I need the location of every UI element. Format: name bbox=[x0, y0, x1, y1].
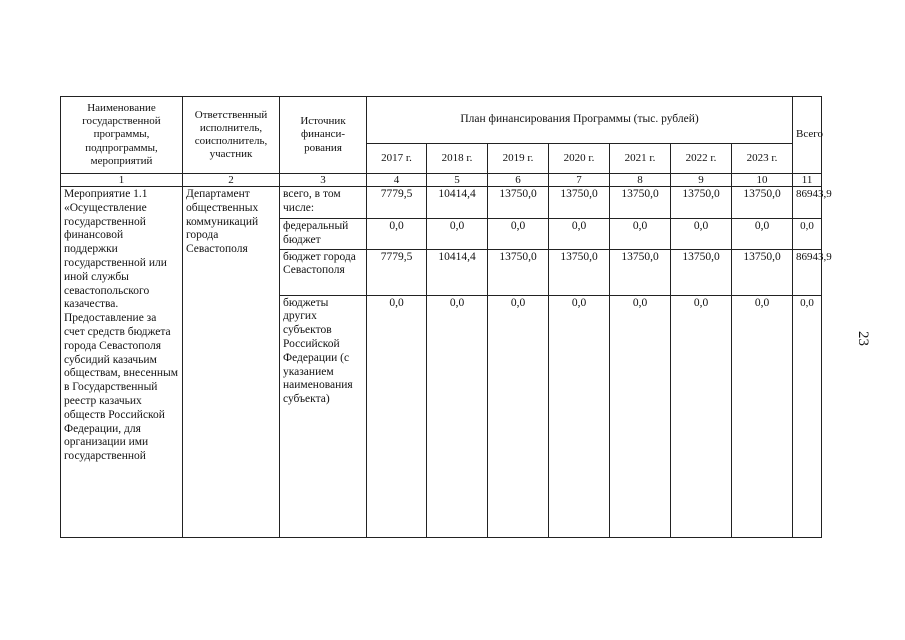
table-row bbox=[61, 187, 822, 219]
column-number: 4 bbox=[367, 174, 427, 187]
header-year: 2023 г. bbox=[732, 144, 793, 174]
source-cell: бюджеты других субъектов Российской Федерации (с указанием наименования субъекта) bbox=[280, 295, 367, 537]
value-cell: 0,0 bbox=[549, 295, 610, 537]
column-number: 2 bbox=[183, 174, 280, 187]
value-cell: 0,0 bbox=[488, 219, 549, 250]
source-cell: всего, в том числе: bbox=[280, 187, 367, 219]
executor-cell: Департамент общественных коммуникаций города Севастополя bbox=[183, 187, 280, 538]
column-number: 5 bbox=[427, 174, 488, 187]
column-number-row bbox=[61, 174, 822, 187]
column-number: 8 bbox=[610, 174, 671, 187]
header-funding-source: Источник финанси-рования bbox=[280, 97, 367, 174]
header-year: 2017 г. bbox=[367, 144, 427, 174]
column-number: 7 bbox=[549, 174, 610, 187]
value-cell: 0,0 bbox=[610, 295, 671, 537]
header-year: 2019 г. bbox=[488, 144, 549, 174]
column-number: 10 bbox=[732, 174, 793, 187]
value-cell: 0,0 bbox=[427, 295, 488, 537]
header-year: 2020 г. bbox=[549, 144, 610, 174]
value-cell: 0,0 bbox=[367, 295, 427, 537]
value-cell: 0,0 bbox=[610, 219, 671, 250]
value-cell: 13750,0 bbox=[671, 249, 732, 295]
column-number: 9 bbox=[671, 174, 732, 187]
value-cell: 7779,5 bbox=[367, 249, 427, 295]
value-cell: 13750,0 bbox=[549, 249, 610, 295]
measure-name-cell: Мероприятие 1.1 «Осуществление государственной финансовой поддержки государственной или иной службы севастопольского казачества. Предоставление за счет средств бюджета города Севастополя субсидий казачьим обществам, внесенным в Государственный реестр казачьих обществ Российской Федерации, для организации ими государственной bbox=[61, 187, 183, 538]
value-cell: 13750,0 bbox=[488, 249, 549, 295]
value-cell: 13750,0 bbox=[549, 187, 610, 219]
value-cell: 13750,0 bbox=[610, 187, 671, 219]
value-cell: 13750,0 bbox=[610, 249, 671, 295]
total-cell: 0,0 bbox=[793, 219, 822, 250]
total-cell: 0,0 bbox=[793, 295, 822, 537]
header-executor: Ответственный исполнитель, соисполнитель, участник bbox=[183, 97, 280, 174]
value-cell: 13750,0 bbox=[732, 249, 793, 295]
value-cell: 13750,0 bbox=[732, 187, 793, 219]
value-cell: 0,0 bbox=[549, 219, 610, 250]
source-cell: бюджет города Севастополя bbox=[280, 249, 367, 295]
column-number: 1 bbox=[61, 174, 183, 187]
header-financing-plan: План финансирования Программы (тыс. рублей) bbox=[367, 97, 793, 144]
value-cell: 0,0 bbox=[488, 295, 549, 537]
value-cell: 13750,0 bbox=[671, 187, 732, 219]
column-number: 11 bbox=[793, 174, 822, 187]
value-cell: 0,0 bbox=[732, 219, 793, 250]
value-cell: 10414,4 bbox=[427, 187, 488, 219]
value-cell: 13750,0 bbox=[488, 187, 549, 219]
header-total: Всего bbox=[793, 97, 822, 174]
value-cell: 7779,5 bbox=[367, 187, 427, 219]
page-number: 23 bbox=[855, 331, 871, 346]
total-cell: 86943,9 bbox=[793, 187, 822, 219]
header-year: 2018 г. bbox=[427, 144, 488, 174]
column-number: 6 bbox=[488, 174, 549, 187]
header-year: 2022 г. bbox=[671, 144, 732, 174]
value-cell: 10414,4 bbox=[427, 249, 488, 295]
total-cell: 86943,9 bbox=[793, 249, 822, 295]
value-cell: 0,0 bbox=[671, 219, 732, 250]
column-number: 3 bbox=[280, 174, 367, 187]
value-cell: 0,0 bbox=[671, 295, 732, 537]
source-cell: федеральный бюджет bbox=[280, 219, 367, 250]
header-program-name: Наименование государственной программы, подпрограммы, мероприятий bbox=[61, 97, 183, 174]
value-cell: 0,0 bbox=[367, 219, 427, 250]
value-cell: 0,0 bbox=[427, 219, 488, 250]
financing-table bbox=[60, 96, 832, 538]
header-year: 2021 г. bbox=[610, 144, 671, 174]
value-cell: 0,0 bbox=[732, 295, 793, 537]
